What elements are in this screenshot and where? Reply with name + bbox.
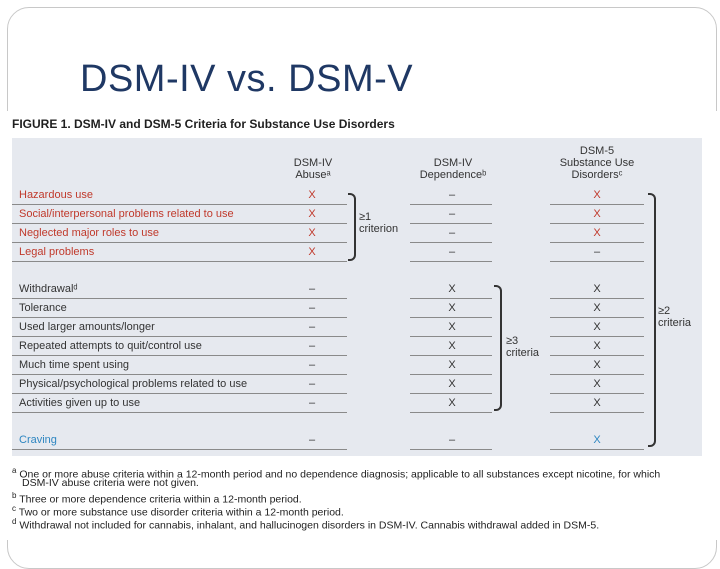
dep-cell: – [448,227,456,239]
abuse-cell: X [308,189,316,201]
abuse-cell: – [308,434,316,446]
dependence-header [413,157,493,181]
footnote-mark: c [12,504,16,513]
row-rule [550,204,644,205]
abuse-header [283,157,343,181]
dsm5-cell: X [593,321,601,333]
row-rule [550,261,644,262]
row-rule [550,242,644,243]
dep-cell: – [448,434,456,446]
row-rule [410,336,492,337]
dsm5-header-line1: DSM-5 [579,145,615,157]
abuse-header-line1: DSM-IV [293,157,333,169]
dsm5-cell: – [593,246,601,258]
row-label: Used larger amounts/longer [19,321,155,333]
row-rule [410,223,492,224]
row-rule [12,223,347,224]
row-label: Social/interpersonal problems related to use [19,208,234,220]
abuse-cell: – [308,283,316,295]
dep-cell: X [448,397,456,409]
dsm5-cell: X [593,227,601,239]
row-rule [550,412,644,413]
abuse-cell: X [308,246,316,258]
dep-cell: X [448,340,456,352]
row-rule [410,317,492,318]
dep-cell: X [448,321,456,333]
row-label: Neglected major roles to use [19,227,160,239]
row-rule [12,393,347,394]
row-label: Tolerance [19,302,67,314]
dsm5-bracket-line2: criteria [658,317,692,329]
footnote-mark: d [12,517,17,526]
abuse-bracket-line1: ≥1 [359,211,372,223]
abuse-bracket-label [359,211,398,235]
row-rule [550,223,644,224]
dep-cell: X [448,359,456,371]
row-rule [410,374,492,375]
row-rule [550,393,644,394]
dsm5-cell: X [593,434,601,446]
abuse-cell: X [308,227,316,239]
dep-cell: X [448,378,456,390]
abuse-cell: – [308,340,316,352]
dsm5-bracket-label [658,305,691,329]
dsm5-cell: X [593,189,601,201]
abuse-cell: – [308,302,316,314]
row-rule [12,298,347,299]
abuse-bracket [348,193,356,261]
abuse-cell: – [308,378,316,390]
row-label: Legal problems [19,246,95,258]
row-rule [410,261,492,262]
row-rule [550,374,644,375]
row-rule [410,298,492,299]
figure-title: FIGURE 1. DSM-IV and DSM-5 Criteria for Substance Use Disorders [12,117,395,131]
dep-cell: – [448,189,456,201]
row-rule [410,355,492,356]
dsm5-bracket-line1: ≥2 [658,305,671,317]
row-rule [12,242,347,243]
row-rule [410,393,492,394]
dependence-header-line1: DSM-IV [433,157,473,169]
row-rule [12,317,347,318]
dependence-bracket [494,285,502,411]
dependence-bracket-label [506,335,539,359]
row-label: Activities given up to use [19,397,141,409]
dsm5-cell: X [593,397,601,409]
row-label: Craving [19,434,57,446]
row-label: Withdrawalᵈ [19,283,78,295]
row-rule [410,412,492,413]
footnote-mark: b [12,491,17,500]
abuse-cell: – [308,397,316,409]
dependence-header-line2: Dependenceᵇ [419,169,487,181]
footnote-text: One or more abuse criteria within a 12-month period and no dependence diagnosis; applicable to all substances except nicotine, for which [19,468,661,481]
row-label: Hazardous use [19,189,93,201]
dsm5-header-line2: Substance Use [559,157,635,169]
row-rule [550,355,644,356]
dsm5-cell: X [593,302,601,314]
row-rule [550,317,644,318]
slide-title: DSM-IV vs. DSM-V [80,58,414,100]
footnote-text: DSM-IV abuse criteria were not given. [22,477,199,489]
row-rule [12,336,347,337]
dep-cell: – [448,246,456,258]
figure [0,111,720,540]
dep-cell: X [448,283,456,295]
row-rule [410,242,492,243]
abuse-bracket-line2: criterion [359,223,399,235]
row-rule [550,449,644,450]
row-rule [12,374,347,375]
dsm5-cell: X [593,378,601,390]
dsm5-cell: X [593,283,601,295]
footnote [22,477,199,489]
dependence-bracket-line1: ≥3 [506,335,519,347]
abuse-cell: – [308,359,316,371]
dsm5-header [550,145,644,181]
row-rule [410,449,492,450]
row-rule [12,355,347,356]
dsm5-cell: X [593,340,601,352]
dep-cell: X [448,302,456,314]
row-label: Physical/psychological problems related to use [19,378,248,390]
row-label: Repeated attempts to quit/control use [19,340,202,352]
row-rule [550,298,644,299]
row-rule [12,204,347,205]
dsm5-cell: X [593,359,601,371]
abuse-cell: X [308,208,316,220]
dsm5-cell: X [593,208,601,220]
footnote-text: Three or more dependence criteria within a 12-month period. [19,493,302,506]
row-rule [550,336,644,337]
row-rule [12,261,347,262]
footnote-mark: a [12,466,17,475]
row-rule [12,412,347,413]
dsm5-bracket [648,193,656,447]
dsm5-header-line3: Disordersᶜ [571,169,623,181]
dependence-bracket-line2: criteria [506,347,540,359]
footnote-text: Withdrawal not included for cannabis, inhalant, and hallucinogen disorders in DSM-IV. Cannabis withdrawal added in DSM-5. [19,519,600,532]
row-label: Much time spent using [19,359,130,371]
dep-cell: – [448,208,456,220]
abuse-header-line2: Abuseᵃ [295,169,331,181]
abuse-cell: – [308,321,316,333]
footnote-text: Two or more substance use disorder criteria within a 12-month period. [18,506,344,519]
row-rule [410,204,492,205]
footnote [12,516,599,532]
row-rule [12,449,347,450]
